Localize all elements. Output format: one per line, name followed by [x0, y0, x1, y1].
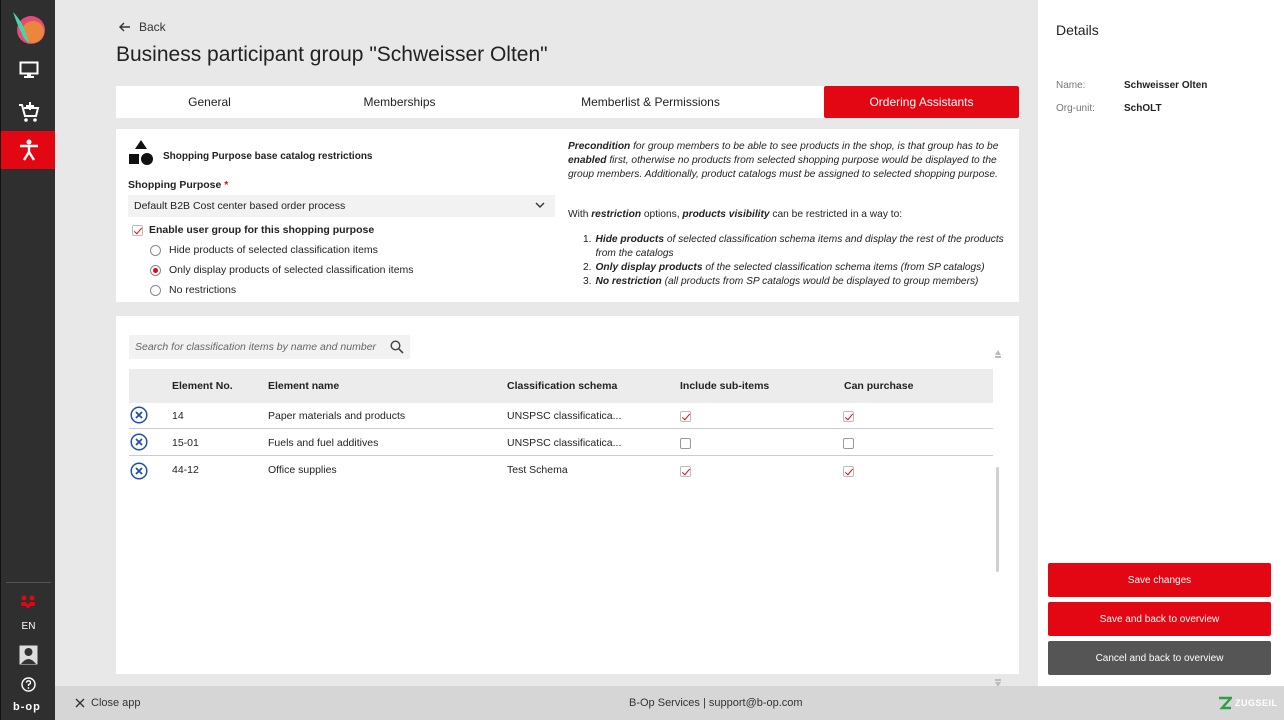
accessibility-icon — [19, 139, 39, 161]
radio-no-restrictions[interactable] — [150, 284, 236, 296]
scroll-up-icon[interactable] — [994, 349, 1002, 359]
include-sub-items-checkbox[interactable] — [680, 466, 691, 477]
col-element-no[interactable]: Element No. — [172, 380, 233, 392]
rail-item-cart-add[interactable] — [1, 93, 56, 131]
col-element-name[interactable]: Element name — [268, 380, 340, 392]
close-app-label: Close app — [91, 697, 141, 709]
radio-hide-products[interactable] — [150, 244, 378, 256]
cell-element-name: Paper materials and products — [268, 410, 406, 422]
left-rail — [0, 0, 55, 720]
shopping-purpose-label: Shopping Purpose * — [128, 179, 229, 191]
cancel-and-back-button[interactable]: Cancel and back to overview — [1048, 641, 1271, 675]
can-purchase-checkbox[interactable] — [843, 438, 854, 449]
radio-only-display[interactable] — [150, 264, 414, 276]
table-row — [129, 430, 993, 456]
close-app-button[interactable] — [75, 697, 141, 709]
radio-hide-products-control[interactable] — [150, 245, 161, 256]
brand-logo: ZUGSEIL — [1218, 696, 1278, 710]
shopping-purpose-select[interactable] — [128, 195, 555, 217]
name-label: Name: — [1056, 80, 1086, 91]
restriction-intro-text: With restriction options, products visibility can be restricted in a way to: — [568, 209, 903, 220]
support-contact: B-Op Services | support@b-op.com — [629, 697, 803, 709]
include-sub-items-checkbox[interactable] — [680, 411, 691, 422]
tab-general[interactable]: General — [188, 95, 231, 109]
restrictions-heading: Shopping Purpose base catalog restrictions — [163, 151, 373, 162]
details-title: Details — [1056, 22, 1099, 38]
shapes-icon — [127, 139, 155, 167]
back-label: Back — [139, 20, 166, 34]
shopping-purpose-value: Default B2B Cost center based order process — [134, 200, 346, 212]
people-icon[interactable] — [19, 594, 37, 610]
remove-circle-icon[interactable] — [130, 462, 148, 480]
details-panel — [1038, 0, 1284, 686]
rail-brand-logo: b-op — [13, 701, 41, 713]
col-include-sub-items[interactable]: Include sub-items — [680, 380, 770, 392]
precondition-text: Precondition for group members to be able to see products in the shop, is that group has to be enabled first, otherwise no products from selected shopping purpose would be displayed to the group members. Additionally, product catalogs must be assigned to selected shopping purpose. — [568, 141, 999, 180]
rail-item-accessibility[interactable] — [1, 131, 56, 169]
main-content — [55, 0, 1038, 686]
enable-user-group-row — [132, 224, 374, 236]
list-item: 2. Only display products of the selected classification schema items (from SP catalogs) — [583, 262, 985, 273]
cell-element-no: 44-12 — [172, 464, 199, 476]
enable-user-group-label: Enable user group for this shopping purpose — [149, 224, 375, 236]
restriction-list — [583, 233, 1013, 289]
can-purchase-checkbox[interactable] — [843, 411, 854, 422]
cell-schema: UNSPSC classificatica... — [507, 437, 622, 449]
org-unit-value: SchOLT — [1124, 103, 1162, 114]
radio-only-display-control[interactable] — [150, 265, 161, 276]
back-link[interactable] — [119, 20, 166, 34]
monitor-icon — [19, 61, 39, 79]
table-row — [129, 457, 993, 483]
can-purchase-checkbox[interactable] — [843, 466, 854, 477]
classification-items-card — [116, 316, 1019, 674]
remove-circle-icon[interactable] — [130, 406, 148, 424]
save-and-back-button[interactable]: Save and back to overview — [1048, 602, 1271, 636]
app-logo-icon[interactable] — [11, 10, 47, 46]
scrollbar-thumb[interactable] — [996, 467, 999, 572]
cell-element-no: 15-01 — [172, 437, 199, 449]
radio-only-display-label: Only display products of selected classification items — [169, 264, 414, 276]
language-switch[interactable]: EN — [21, 621, 36, 632]
rail-item-monitor[interactable] — [1, 51, 56, 89]
cell-element-name: Fuels and fuel additives — [268, 437, 379, 449]
cell-element-no: 14 — [172, 410, 184, 422]
tab-ordering-assistants[interactable]: Ordering Assistants — [824, 86, 1019, 118]
list-item: 1. Hide products of selected classification schema items and display the rest of the products from the catalogs — [583, 234, 1004, 259]
col-classification-schema[interactable]: Classification schema — [507, 380, 618, 392]
page-title: Business participant group "Schweisser Olten" — [116, 43, 548, 66]
include-sub-items-checkbox[interactable] — [680, 438, 691, 449]
org-unit-label: Org-unit: — [1056, 103, 1095, 114]
col-can-purchase[interactable]: Can purchase — [844, 380, 914, 392]
required-marker: * — [224, 179, 229, 191]
restrictions-card — [116, 129, 1019, 302]
tab-memberships[interactable]: Memberships — [363, 95, 436, 109]
cell-schema: UNSPSC classificatica... — [507, 410, 622, 422]
name-value: Schweisser Olten — [1124, 80, 1208, 91]
remove-circle-icon[interactable] — [130, 433, 148, 451]
rail-divider — [6, 582, 51, 583]
table-header — [129, 369, 993, 403]
radio-no-restrictions-control[interactable] — [150, 285, 161, 296]
cell-schema: Test Schema — [507, 464, 568, 476]
classification-search-input[interactable] — [129, 335, 410, 359]
search-placeholder: Search for classification items by name and number — [135, 341, 377, 353]
arrow-left-icon — [119, 22, 131, 32]
tab-bar — [116, 86, 1019, 118]
cell-element-name: Office supplies — [268, 464, 337, 476]
radio-no-restrictions-label: No restrictions — [169, 284, 237, 296]
tab-memberlist-permissions[interactable]: Memberlist & Permissions — [581, 95, 720, 109]
radio-hide-products-label: Hide products of selected classification items — [169, 244, 378, 256]
footer-bar — [55, 686, 1284, 720]
close-icon — [75, 698, 85, 708]
chevron-down-icon — [535, 201, 545, 209]
z-brand-icon — [1218, 696, 1232, 710]
search-icon[interactable] — [390, 340, 404, 354]
help-icon[interactable] — [21, 677, 36, 692]
list-item: 3. No restriction (all products from SP catalogs would be displayed to group members) — [583, 276, 979, 287]
enable-user-group-checkbox[interactable] — [132, 225, 143, 236]
cart-add-icon — [18, 101, 40, 123]
user-avatar-icon[interactable] — [19, 645, 38, 665]
save-changes-button[interactable]: Save changes — [1048, 563, 1271, 597]
table-row — [129, 403, 993, 429]
